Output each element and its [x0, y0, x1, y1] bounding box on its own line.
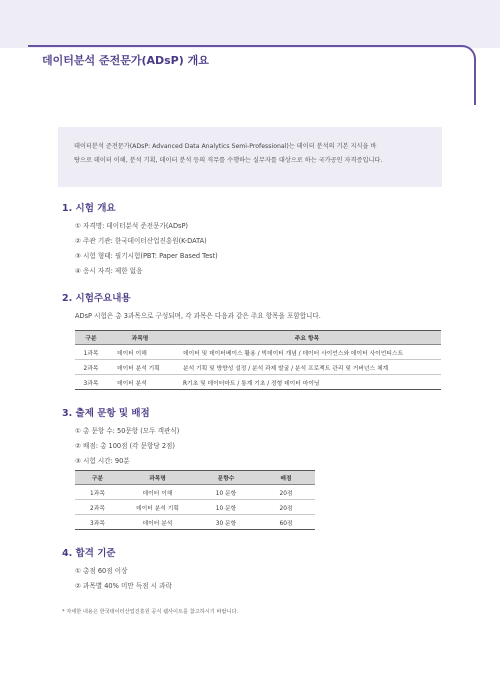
- table-cell: 데이터 분석: [107, 375, 173, 390]
- table-cell: 3과목: [75, 515, 120, 530]
- table-cell: 60점: [257, 515, 315, 530]
- table-row: [75, 485, 315, 500]
- table-cell: R기초 및 데이터마트 / 통계 기초 / 정형 데이터 마이닝: [173, 375, 441, 390]
- table-cell: 20점: [257, 500, 315, 515]
- table-cell: 10 문항: [195, 500, 257, 515]
- table-cell: 30 문항: [195, 515, 257, 530]
- table-cell: 2과목: [75, 500, 120, 515]
- table-cell: 1과목: [75, 345, 107, 360]
- intro-box: [58, 127, 442, 187]
- table-cell: 데이터 이해: [107, 345, 173, 360]
- list-item: ① 총 문항 수: 50문항 (모두 객관식): [75, 427, 180, 435]
- table-row: [75, 360, 441, 375]
- table-header-row: [75, 331, 441, 345]
- list-item: ② 배점: 총 100점 (각 문항당 2점): [75, 442, 175, 450]
- list-item: ② 과목별 40% 미만 득점 시 과락: [75, 582, 172, 590]
- table-header-row: [75, 471, 315, 485]
- footnote: * 자세한 내용은 한국데이터산업진흥원 공식 웹사이트를 참고하시기 바랍니다.: [62, 609, 239, 615]
- table-cell: 데이터 분석 기획: [107, 360, 173, 375]
- table-header: 배점: [257, 471, 315, 485]
- table-cell: 데이터 이해: [120, 485, 195, 500]
- list-item: ④ 응시 자격: 제한 없음: [75, 267, 143, 275]
- score-table: [75, 470, 315, 530]
- table-row: [75, 500, 315, 515]
- list-item: ③ 시험 형태: 필기시험(PBT: Paper Based Test): [75, 252, 218, 260]
- table-cell: 1과목: [75, 485, 120, 500]
- top-band: [0, 0, 500, 48]
- table-row: [75, 345, 441, 360]
- page-title: 데이터분석 준전문가(ADsP) 개요: [42, 54, 209, 67]
- section-2-title: 2. 시험주요내용: [62, 293, 131, 304]
- section-2-desc: ADsP 시험은 총 3과목으로 구성되며, 각 과목은 다음과 같은 주요 항목을 포함합니다.: [75, 312, 321, 320]
- table-row: [75, 515, 315, 530]
- section-1-title: 1. 시험 개요: [62, 203, 116, 214]
- table-cell: 분석 기획 및 방향성 설정 / 분석 과제 발굴 / 분석 프로젝트 관리 및 거버넌스 체계: [173, 360, 441, 375]
- table-header: 과목명: [120, 471, 195, 485]
- section-4-title: 4. 합격 기준: [62, 548, 116, 559]
- table-cell: 10 문항: [195, 485, 257, 500]
- table-header: 문항수: [195, 471, 257, 485]
- table-header: 구분: [75, 471, 120, 485]
- table-cell: 데이터 분석 기획: [120, 500, 195, 515]
- table-cell: 데이터 및 데이터베이스 활용 / 빅데이터 개념 / 데이터 사이언스와 데이터 사이언티스트: [173, 345, 441, 360]
- table-row: [75, 375, 441, 390]
- table-cell: 3과목: [75, 375, 107, 390]
- table-cell: 20점: [257, 485, 315, 500]
- table-cell: 2과목: [75, 360, 107, 375]
- list-item: ③ 시험 시간: 90분: [75, 457, 130, 465]
- intro-line-2: 탕으로 데이터 이해, 분석 기획, 데이터 분석 등의 직무를 수행하는 실무자를 대상으로 하는 국가공인 자격증입니다.: [74, 157, 383, 164]
- list-item: ① 총점 60점 이상: [75, 567, 128, 575]
- table-header: 주요 항목: [173, 331, 441, 345]
- list-item: ① 자격명: 데이터분석 준전문가(ADsP): [75, 222, 188, 230]
- table-cell: 데이터 분석: [120, 515, 195, 530]
- subject-table: [75, 330, 441, 390]
- table-header: 과목명: [107, 331, 173, 345]
- section-3-title: 3. 출제 문항 및 배점: [62, 408, 150, 419]
- intro-line-1: 데이터분석 준전문가(ADsP: Advanced Data Analytics Semi-Professional)는 데이터 분석의 기본 지식을 바: [74, 143, 377, 150]
- list-item: ② 주관 기관: 한국데이터산업진흥원(K-DATA): [75, 237, 207, 245]
- table-header: 구분: [75, 331, 107, 345]
